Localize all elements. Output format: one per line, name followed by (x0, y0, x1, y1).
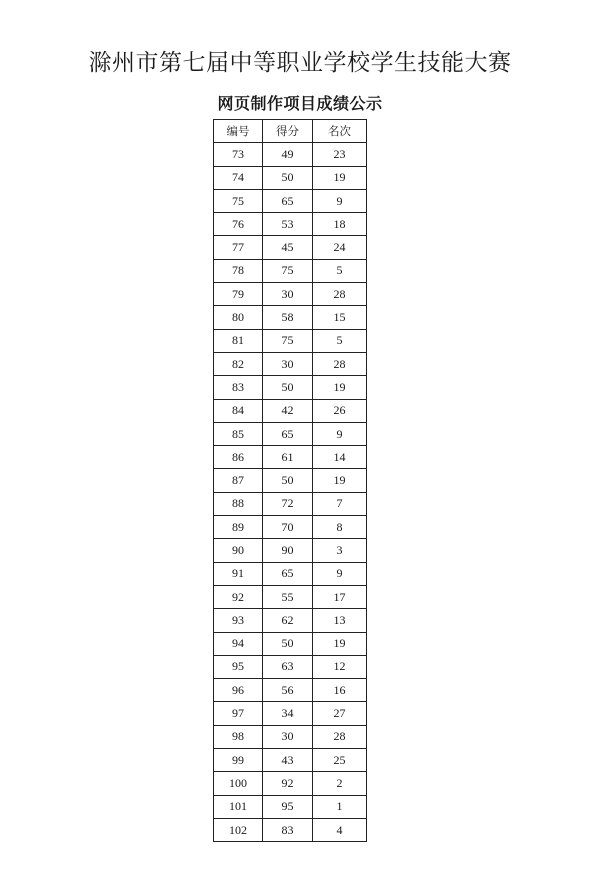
cell-id: 75 (214, 189, 263, 212)
cell-id: 77 (214, 236, 263, 259)
cell-rank: 24 (313, 236, 367, 259)
cell-score: 42 (263, 399, 313, 422)
cell-rank: 5 (313, 259, 367, 282)
cell-score: 43 (263, 749, 313, 772)
cell-score: 70 (263, 516, 313, 539)
cell-id: 87 (214, 469, 263, 492)
table-row (214, 562, 367, 585)
cell-score: 63 (263, 655, 313, 678)
cell-rank: 18 (313, 213, 367, 236)
cell-id: 96 (214, 679, 263, 702)
cell-rank: 3 (313, 539, 367, 562)
cell-id: 88 (214, 492, 263, 515)
cell-score: 75 (263, 259, 313, 282)
cell-rank: 19 (313, 166, 367, 189)
cell-rank: 1 (313, 795, 367, 818)
table-row (214, 189, 367, 212)
cell-score: 92 (263, 772, 313, 795)
table-row (214, 749, 367, 772)
cell-score: 58 (263, 306, 313, 329)
cell-id: 99 (214, 749, 263, 772)
cell-score: 50 (263, 632, 313, 655)
cell-id: 95 (214, 655, 263, 678)
cell-score: 56 (263, 679, 313, 702)
cell-rank: 27 (313, 702, 367, 725)
table-row (214, 422, 367, 445)
header-rank: 名次 (313, 120, 367, 143)
table-row (214, 818, 367, 841)
cell-id: 79 (214, 283, 263, 306)
cell-score: 30 (263, 352, 313, 375)
cell-id: 78 (214, 259, 263, 282)
cell-id: 73 (214, 143, 263, 166)
table-row (214, 446, 367, 469)
header-score: 得分 (263, 120, 313, 143)
table-row (214, 516, 367, 539)
cell-score: 55 (263, 585, 313, 608)
cell-rank: 28 (313, 352, 367, 375)
table-row (214, 469, 367, 492)
cell-score: 75 (263, 329, 313, 352)
cell-score: 62 (263, 609, 313, 632)
score-table (213, 119, 367, 842)
cell-rank: 16 (313, 679, 367, 702)
cell-rank: 9 (313, 189, 367, 212)
cell-rank: 8 (313, 516, 367, 539)
cell-score: 72 (263, 492, 313, 515)
cell-score: 45 (263, 236, 313, 259)
table-row (214, 772, 367, 795)
cell-rank: 26 (313, 399, 367, 422)
cell-id: 101 (214, 795, 263, 818)
cell-id: 83 (214, 376, 263, 399)
cell-score: 83 (263, 818, 313, 841)
table-row (214, 585, 367, 608)
table-header-row (214, 120, 367, 143)
table-row (214, 725, 367, 748)
cell-score: 90 (263, 539, 313, 562)
cell-rank: 15 (313, 306, 367, 329)
cell-rank: 12 (313, 655, 367, 678)
table-row (214, 166, 367, 189)
table-row (214, 376, 367, 399)
cell-id: 89 (214, 516, 263, 539)
cell-id: 90 (214, 539, 263, 562)
cell-score: 30 (263, 283, 313, 306)
cell-id: 91 (214, 562, 263, 585)
cell-id: 98 (214, 725, 263, 748)
cell-score: 50 (263, 469, 313, 492)
cell-rank: 2 (313, 772, 367, 795)
cell-rank: 5 (313, 329, 367, 352)
table-row (214, 306, 367, 329)
cell-rank: 25 (313, 749, 367, 772)
cell-score: 61 (263, 446, 313, 469)
table-row (214, 609, 367, 632)
cell-id: 100 (214, 772, 263, 795)
cell-rank: 19 (313, 376, 367, 399)
cell-id: 92 (214, 585, 263, 608)
cell-id: 81 (214, 329, 263, 352)
table-body (214, 143, 367, 842)
table-row (214, 236, 367, 259)
cell-score: 65 (263, 422, 313, 445)
cell-id: 93 (214, 609, 263, 632)
cell-id: 76 (214, 213, 263, 236)
cell-score: 65 (263, 562, 313, 585)
cell-rank: 7 (313, 492, 367, 515)
page-title: 滁州市第七届中等职业学校学生技能大赛 (88, 50, 512, 76)
cell-score: 49 (263, 143, 313, 166)
cell-rank: 19 (313, 469, 367, 492)
cell-id: 102 (214, 818, 263, 841)
cell-score: 34 (263, 702, 313, 725)
cell-id: 74 (214, 166, 263, 189)
cell-rank: 17 (313, 585, 367, 608)
cell-score: 95 (263, 795, 313, 818)
cell-rank: 9 (313, 562, 367, 585)
cell-rank: 28 (313, 725, 367, 748)
table-row (214, 539, 367, 562)
table-row (214, 492, 367, 515)
cell-id: 84 (214, 399, 263, 422)
cell-score: 50 (263, 376, 313, 399)
cell-score: 65 (263, 189, 313, 212)
table-row (214, 143, 367, 166)
cell-id: 86 (214, 446, 263, 469)
cell-score: 30 (263, 725, 313, 748)
cell-id: 94 (214, 632, 263, 655)
cell-id: 82 (214, 352, 263, 375)
table-row (214, 702, 367, 725)
table-row (214, 679, 367, 702)
cell-rank: 14 (313, 446, 367, 469)
cell-id: 97 (214, 702, 263, 725)
table-row (214, 655, 367, 678)
cell-rank: 19 (313, 632, 367, 655)
cell-score: 53 (263, 213, 313, 236)
table-row (214, 283, 367, 306)
page-subtitle: 网页制作项目成绩公示 (217, 94, 383, 113)
table-row (214, 399, 367, 422)
cell-rank: 9 (313, 422, 367, 445)
table-row (214, 795, 367, 818)
table-row (214, 213, 367, 236)
cell-rank: 23 (313, 143, 367, 166)
cell-id: 85 (214, 422, 263, 445)
table-row (214, 329, 367, 352)
cell-score: 50 (263, 166, 313, 189)
cell-rank: 28 (313, 283, 367, 306)
cell-rank: 4 (313, 818, 367, 841)
cell-rank: 13 (313, 609, 367, 632)
cell-id: 80 (214, 306, 263, 329)
table-row (214, 352, 367, 375)
table-row (214, 632, 367, 655)
table-row (214, 259, 367, 282)
header-id: 编号 (214, 120, 263, 143)
